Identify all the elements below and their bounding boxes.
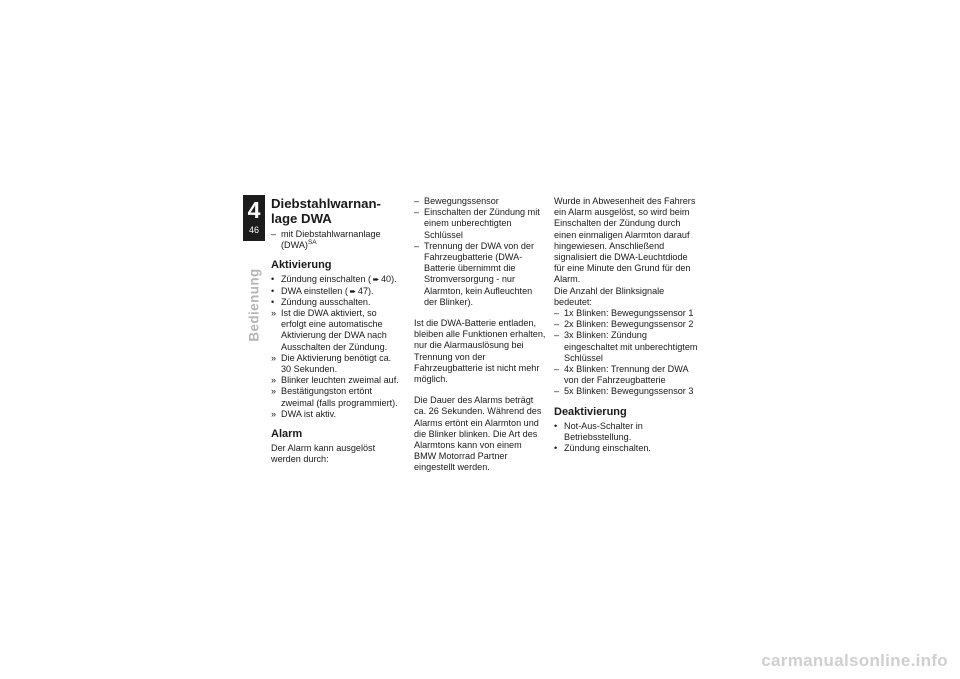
section-title	[271, 196, 403, 226]
list-item: • Not-Aus-Schalter in Betriebsstellung.	[554, 420, 643, 442]
list-item: • Zündung einschalten ( ➨ 40).	[271, 274, 397, 285]
dash-marker: –	[554, 308, 560, 319]
result-marker: »	[271, 386, 277, 397]
signal-count-intro: Die Anzahl der Blinksignale bedeutet:	[554, 285, 665, 307]
dash-marker: –	[271, 229, 277, 239]
bullet-marker: •	[271, 274, 275, 285]
alarm-triggers	[414, 196, 546, 308]
alarm-duration-paragraph: Die Dauer des Alarms beträgt ca. 26 Sekunden. Während des Alarms ertönt ein Alarmton und die Blinker blinken. Die Art des Alarmtons kann von einem BMW Motorrad Partner eingestellt werden.	[414, 395, 542, 473]
battery-paragraph: Ist die DWA-Batterie entladen, bleiben alle Funktionen erhalten, nur die Alarmauslösung bei Trennung von der Fahrzeugbatterie ist nicht mehr möglich.	[414, 318, 546, 385]
heading-alarm: Alarm	[271, 428, 303, 441]
result-marker: »	[271, 352, 277, 363]
list-item: » Bestätigungston ertönt zweimal (falls programmiert).	[271, 386, 398, 408]
list-item: – 3x Blinken: Zündung eingeschaltet mit unberechtigtem Schlüssel	[554, 330, 698, 363]
result-marker: »	[271, 408, 277, 419]
dash-marker: –	[414, 240, 420, 251]
list-item: • Zündung ausschalten.	[271, 296, 371, 307]
column-2	[414, 196, 546, 474]
bullet-marker: •	[271, 285, 275, 296]
dash-marker: –	[554, 386, 560, 397]
activation-steps	[271, 274, 403, 308]
bullet-marker: •	[271, 296, 275, 307]
list-item: » DWA ist aktiv.	[271, 408, 337, 419]
list-item: – 1x Blinken: Bewegungssensor 1	[554, 308, 694, 319]
deactivation-steps	[554, 421, 700, 455]
column-1	[271, 196, 403, 465]
heading-activation: Aktivierung	[271, 259, 332, 272]
list-item: – Bewegungssensor	[414, 196, 499, 206]
page-reference-link[interactable]: 47	[357, 285, 369, 296]
list-item: – 4x Blinken: Trennung der DWA von der Fahrzeugbatterie	[554, 364, 689, 386]
list-item: • Zündung einschalten.	[554, 443, 651, 454]
section-title-line-2: lage DWA	[271, 211, 332, 226]
dash-marker: –	[414, 207, 420, 218]
section-title-line-1: Diebstahlwarnan-	[271, 196, 381, 211]
list-item: » Die Aktivierung benötigt ca. 30 Sekunden.	[271, 352, 392, 375]
result-marker: »	[271, 308, 277, 319]
dash-marker: –	[554, 364, 560, 375]
list-item: – 2x Blinken: Bewegungssensor 2	[554, 319, 694, 330]
watermark-text: carmanualsonline.info	[761, 651, 948, 670]
heading-deactivation: Deaktivierung	[554, 405, 627, 418]
list-item: » Blinker leuchten zweimal auf.	[271, 375, 399, 386]
list-item: • DWA einstellen ( ➨ 47).	[271, 285, 374, 296]
equipment-list	[271, 229, 403, 251]
sa-badge: SA	[307, 239, 317, 247]
activation-results	[271, 308, 403, 420]
absence-alarm-paragraph: Wurde in Abwesenheit des Fahrers ein Alarm ausgelöst, so wird beim Einschalten der Zündung durch einen einmaligen Alarmton darauf hingewiesen. Anschließend signalisiert die DWA-Leuchtdiode für eine Minute den Grund für den Alarm.	[554, 196, 696, 285]
chapter-tab	[243, 195, 265, 241]
page-number: 46	[248, 225, 259, 235]
alarm-intro: Der Alarm kann ausgelöst werden durch:	[271, 443, 376, 465]
bullet-marker: •	[554, 443, 558, 454]
bullet-marker: •	[554, 420, 558, 431]
list-item: – Einschalten der Zündung mit einem unberechtigten Schlüssel	[414, 207, 540, 240]
list-item: – Trennung der DWA von der Fahrzeugbatterie (DWA-Batterie übernimmt die Stromversorgung - nur Alarmton, kein Aufleuchten der Blinker).	[414, 240, 535, 307]
result-marker: »	[271, 375, 277, 386]
list-item: – 5x Blinken: Bewegungssensor 3	[554, 386, 694, 397]
section-side-label: Bedienung	[246, 268, 262, 342]
dash-marker: –	[554, 330, 560, 341]
list-item: » Ist die DWA aktiviert, so erfolgt eine automatische Aktivierung der DWA nach Ausschalten der Zündung.	[271, 308, 388, 352]
column-3	[554, 196, 700, 454]
chapter-number: 4	[247, 197, 261, 223]
page-reference-arrow-icon: ➨	[372, 275, 380, 285]
dash-marker: –	[554, 319, 560, 330]
page-reference-link[interactable]: 40	[381, 274, 392, 285]
dash-marker: –	[414, 196, 420, 206]
signal-list	[554, 308, 700, 398]
list-item: – mit Diebstahlwarnanlage (DWA)$^{SA}$	[271, 229, 381, 251]
page-reference-arrow-icon: ➨	[349, 286, 357, 296]
